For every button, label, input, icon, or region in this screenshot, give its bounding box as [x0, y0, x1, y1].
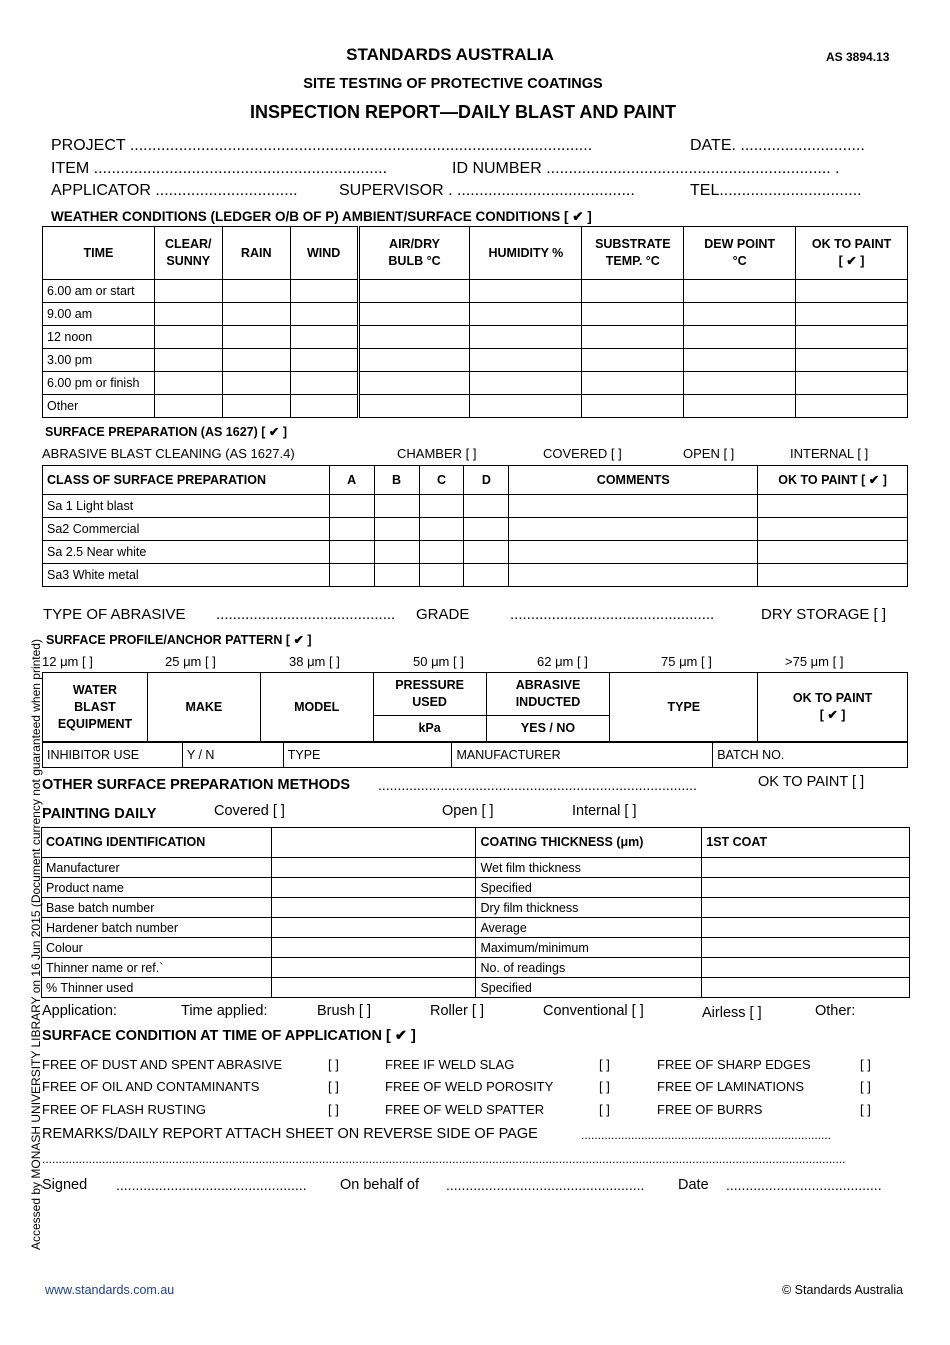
- weather-cell[interactable]: [222, 395, 290, 418]
- prep-cell[interactable]: [329, 495, 374, 518]
- weather-cell[interactable]: [470, 349, 582, 372]
- condition-checkbox[interactable]: [ ]: [328, 1079, 339, 1094]
- surface-condition-heading: SURFACE CONDITION AT TIME OF APPLICATION [ ✔ ]: [42, 1028, 416, 1044]
- thickness-value[interactable]: [702, 858, 910, 878]
- other-methods-label: OTHER SURFACE PREPARATION METHODS: [42, 777, 351, 793]
- coating-id-value[interactable]: [271, 858, 476, 878]
- prep-row: [43, 518, 908, 541]
- prep-row: [43, 541, 908, 564]
- coating-id-label: Colour: [42, 938, 272, 958]
- thickness-label: No. of readings: [476, 958, 702, 978]
- profile-option-checkbox[interactable]: 62 μm [ ]: [537, 654, 588, 669]
- weather-row: [43, 303, 908, 326]
- profile-option-checkbox[interactable]: >75 μm [ ]: [785, 654, 844, 669]
- prep-cell[interactable]: [509, 564, 758, 587]
- prep-cell[interactable]: [509, 518, 758, 541]
- weather-cell[interactable]: [290, 326, 358, 349]
- weather-col-header: SUBSTRATE TEMP. °C: [582, 227, 684, 280]
- prep-row: [43, 564, 908, 587]
- weather-cell[interactable]: [470, 372, 582, 395]
- weather-time-label: 3.00 pm: [43, 349, 155, 372]
- thickness-value[interactable]: [702, 918, 910, 938]
- coating-id-blank: [271, 828, 476, 858]
- painting-row: [42, 858, 910, 878]
- weather-cell[interactable]: [470, 280, 582, 303]
- covered-checkbox[interactable]: COVERED [ ]: [543, 446, 622, 461]
- on-behalf-label: On behalf of: [340, 1177, 419, 1193]
- signoff-date-field[interactable]: ........................................: [726, 1177, 882, 1193]
- time-applied-field[interactable]: Time applied:: [181, 1003, 268, 1019]
- weather-cell[interactable]: [684, 280, 796, 303]
- conventional-checkbox[interactable]: Conventional [ ]: [543, 1003, 644, 1019]
- condition-checkbox[interactable]: [ ]: [860, 1079, 871, 1094]
- prep-cell[interactable]: [758, 541, 908, 564]
- weather-cell[interactable]: [582, 395, 684, 418]
- weather-cell[interactable]: [154, 372, 222, 395]
- dry-storage-checkbox[interactable]: DRY STORAGE [ ]: [761, 606, 887, 623]
- remarks-line-1[interactable]: ...........................................................................: [581, 1128, 832, 1142]
- condition-checkbox[interactable]: [ ]: [860, 1102, 871, 1117]
- coating-identification-header: COATING IDENTIFICATION: [42, 828, 272, 858]
- internal-checkbox[interactable]: INTERNAL [ ]: [790, 446, 869, 461]
- weather-row: [43, 395, 908, 418]
- prep-cell[interactable]: [419, 518, 464, 541]
- weather-cell[interactable]: [470, 303, 582, 326]
- standards-website-link[interactable]: www.standards.com.au: [45, 1283, 175, 1297]
- weather-cell[interactable]: [358, 280, 470, 303]
- weather-time-label: 6.00 am or start: [43, 280, 155, 303]
- roller-checkbox[interactable]: Roller [ ]: [430, 1003, 484, 1019]
- prep-cell[interactable]: [464, 495, 509, 518]
- weather-cell[interactable]: [796, 349, 908, 372]
- weather-col-header: DEW POINT °C: [684, 227, 796, 280]
- blast-cleaning-label: ABRASIVE BLAST CLEANING (AS 1627.4): [42, 446, 295, 461]
- equipment-ok-header: OK TO PAINT [ ✔ ]: [758, 673, 908, 742]
- prep-class-label: Sa 2.5 Near white: [43, 541, 330, 564]
- item-field[interactable]: ITEM ..................................................................: [51, 160, 388, 177]
- weather-heading: WEATHER CONDITIONS (LEDGER O/B OF P) AMBIENT/SURFACE CONDITIONS [ ✔ ]: [51, 209, 592, 224]
- weather-cell[interactable]: [470, 326, 582, 349]
- prep-col-header: C: [419, 466, 464, 495]
- prep-cell[interactable]: [419, 495, 464, 518]
- profile-option-checkbox[interactable]: 38 μm [ ]: [289, 654, 340, 669]
- weather-cell[interactable]: [358, 395, 470, 418]
- copyright: © Standards Australia: [782, 1283, 904, 1297]
- painting-row: [42, 958, 910, 978]
- weather-cell[interactable]: [582, 280, 684, 303]
- coating-id-label: % Thinner used: [42, 978, 272, 998]
- prep-cell[interactable]: [374, 564, 419, 587]
- weather-cell[interactable]: [582, 372, 684, 395]
- model-header: MODEL: [260, 673, 373, 742]
- weather-cell[interactable]: [684, 395, 796, 418]
- equipment-table: [42, 672, 908, 742]
- thickness-label: Specified: [476, 978, 702, 998]
- prep-col-header: D: [464, 466, 509, 495]
- prep-class-label: Sa2 Commercial: [43, 518, 330, 541]
- weather-cell[interactable]: [582, 303, 684, 326]
- profile-option-checkbox[interactable]: 12 μm [ ]: [42, 654, 93, 669]
- condition-checkbox[interactable]: [ ]: [599, 1057, 610, 1072]
- weather-time-label: 6.00 pm or finish: [43, 372, 155, 395]
- inhibitor-yn[interactable]: Y / N: [182, 743, 283, 768]
- weather-cell[interactable]: [796, 326, 908, 349]
- grade-label: GRADE: [416, 606, 470, 623]
- condition-label: FREE OF WELD POROSITY: [385, 1079, 554, 1094]
- thickness-value[interactable]: [702, 878, 910, 898]
- weather-cell[interactable]: [290, 372, 358, 395]
- coating-id-value[interactable]: [271, 878, 476, 898]
- profile-option-checkbox[interactable]: 75 μm [ ]: [661, 654, 712, 669]
- weather-cell[interactable]: [796, 395, 908, 418]
- thickness-value[interactable]: [702, 958, 910, 978]
- applicator-field[interactable]: APPLICATOR ................................: [51, 182, 298, 199]
- date-field[interactable]: DATE. ............................: [690, 137, 865, 154]
- weather-row: [43, 280, 908, 303]
- weather-cell[interactable]: [290, 349, 358, 372]
- prep-cell[interactable]: [464, 541, 509, 564]
- subtitle: SITE TESTING OF PROTECTIVE COATINGS: [303, 76, 603, 92]
- condition-checkbox[interactable]: [ ]: [599, 1079, 610, 1094]
- prep-col-header: A: [329, 466, 374, 495]
- condition-checkbox[interactable]: [ ]: [860, 1057, 871, 1072]
- weather-cell[interactable]: [222, 326, 290, 349]
- thickness-label: Dry film thickness: [476, 898, 702, 918]
- open-checkbox[interactable]: OPEN [ ]: [683, 446, 735, 461]
- brush-checkbox[interactable]: Brush [ ]: [317, 1003, 371, 1019]
- remarks-line-2[interactable]: .................................................................................................................................................................................................................................................: [42, 1152, 846, 1166]
- condition-checkbox[interactable]: [ ]: [328, 1102, 339, 1117]
- inhibitor-manufacturer[interactable]: MANUFACTURER: [452, 743, 713, 768]
- prep-cell[interactable]: [374, 541, 419, 564]
- weather-row: [43, 349, 908, 372]
- kpa-header: kPa: [373, 716, 486, 742]
- application-label: Application:: [42, 1003, 117, 1019]
- painting-heading: PAINTING DAILY: [42, 806, 157, 822]
- prep-col-header: OK TO PAINT [ ✔ ]: [758, 466, 908, 495]
- weather-row: [43, 372, 908, 395]
- coating-id-label: Hardener batch number: [42, 918, 272, 938]
- make-header: MAKE: [147, 673, 260, 742]
- thickness-label: Average: [476, 918, 702, 938]
- airless-checkbox[interactable]: Airless [ ]: [702, 1005, 762, 1021]
- type-header: TYPE: [610, 673, 758, 742]
- grade-field[interactable]: .................................................: [510, 606, 715, 623]
- prep-cell[interactable]: [509, 541, 758, 564]
- abrasive-type-label: TYPE OF ABRASIVE: [43, 606, 186, 623]
- coating-id-label: Thinner name or ref.`: [42, 958, 272, 978]
- supervisor-field[interactable]: SUPERVISOR . ........................................: [339, 182, 635, 199]
- thickness-label: Wet film thickness: [476, 858, 702, 878]
- prep-cell[interactable]: [419, 541, 464, 564]
- profile-heading: SURFACE PROFILE/ANCHOR PATTERN [ ✔ ]: [46, 633, 312, 647]
- prep-cell[interactable]: [374, 495, 419, 518]
- project-field[interactable]: PROJECT ........................................................................................................: [51, 137, 593, 154]
- coating-id-label: Manufacturer: [42, 858, 272, 878]
- weather-cell[interactable]: [154, 280, 222, 303]
- prep-cell[interactable]: [329, 541, 374, 564]
- weather-cell[interactable]: [222, 372, 290, 395]
- condition-checkbox[interactable]: [ ]: [599, 1102, 610, 1117]
- thickness-value[interactable]: [702, 938, 910, 958]
- profile-option-checkbox[interactable]: 50 μm [ ]: [413, 654, 464, 669]
- weather-time-label: Other: [43, 395, 155, 418]
- prep-cell[interactable]: [509, 495, 758, 518]
- page-title: INSPECTION REPORT—DAILY BLAST AND PAINT: [249, 102, 677, 122]
- yes-no-header: YES / NO: [486, 716, 610, 742]
- prep-col-header: CLASS OF SURFACE PREPARATION: [43, 466, 330, 495]
- prep-cell[interactable]: [464, 518, 509, 541]
- coating-id-label: Base batch number: [42, 898, 272, 918]
- prep-cell[interactable]: [329, 564, 374, 587]
- weather-cell[interactable]: [222, 303, 290, 326]
- condition-label: FREE OF WELD SPATTER: [385, 1102, 545, 1117]
- abrasive-type-field[interactable]: ...........................................: [216, 606, 396, 623]
- weather-row: [43, 326, 908, 349]
- prep-col-header: COMMENTS: [509, 466, 758, 495]
- prep-cell[interactable]: [419, 564, 464, 587]
- weather-cell[interactable]: [154, 303, 222, 326]
- weather-cell[interactable]: [796, 280, 908, 303]
- inhibitor-type[interactable]: TYPE: [283, 743, 452, 768]
- condition-label: FREE OF FLASH RUSTING: [42, 1102, 206, 1117]
- water-blast-header: WATER BLAST EQUIPMENT: [43, 673, 148, 742]
- thickness-value[interactable]: [702, 898, 910, 918]
- thickness-label: Maximum/minimum: [476, 938, 702, 958]
- painting-row: [42, 938, 910, 958]
- painting-row: [42, 878, 910, 898]
- weather-cell[interactable]: [684, 303, 796, 326]
- condition-label: FREE OF SHARP EDGES: [657, 1057, 811, 1072]
- painting-row: [42, 918, 910, 938]
- coating-id-label: Product name: [42, 878, 272, 898]
- weather-cell[interactable]: [684, 372, 796, 395]
- signed-field[interactable]: .................................................: [116, 1177, 307, 1193]
- painting-open-checkbox[interactable]: Open [ ]: [442, 803, 494, 819]
- weather-col-header: WIND: [290, 227, 358, 280]
- other-methods-field[interactable]: ..................................................................................: [378, 777, 697, 793]
- org-name: STANDARDS AUSTRALIA: [346, 45, 554, 64]
- weather-cell[interactable]: [154, 349, 222, 372]
- coating-id-value[interactable]: [271, 918, 476, 938]
- weather-cell[interactable]: [358, 326, 470, 349]
- coating-id-value[interactable]: [271, 898, 476, 918]
- inhibitor-batch[interactable]: BATCH NO.: [713, 743, 908, 768]
- access-notice: Accessed by MONASH UNIVERSITY LIBRARY on 16 Jun 2015 (Document currency not guaranteed when printed): [29, 639, 43, 1250]
- surface-prep-table: [42, 465, 908, 587]
- other-method-field[interactable]: Other:: [815, 1003, 856, 1019]
- weather-cell[interactable]: [154, 326, 222, 349]
- prep-cell[interactable]: [374, 518, 419, 541]
- condition-label: FREE OF OIL AND CONTAMINANTS: [42, 1079, 260, 1094]
- prep-cell[interactable]: [758, 518, 908, 541]
- weather-cell[interactable]: [222, 280, 290, 303]
- weather-col-header: CLEAR/ SUNNY: [154, 227, 222, 280]
- weather-cell[interactable]: [290, 303, 358, 326]
- remarks-label: REMARKS/DAILY REPORT ATTACH SHEET ON REVERSE SIDE OF PAGE: [42, 1126, 538, 1142]
- coating-thickness-header: COATING THICKNESS (μm): [476, 828, 702, 858]
- painting-row: [42, 978, 910, 998]
- weather-cell[interactable]: [290, 395, 358, 418]
- weather-col-header: AIR/DRY BULB °C: [358, 227, 470, 280]
- weather-cell[interactable]: [684, 326, 796, 349]
- thickness-value[interactable]: [702, 978, 910, 998]
- weather-col-header: OK TO PAINT [ ✔ ]: [796, 227, 908, 280]
- weather-col-header: RAIN: [222, 227, 290, 280]
- condition-checkbox[interactable]: [ ]: [328, 1057, 339, 1072]
- weather-time-label: 12 noon: [43, 326, 155, 349]
- weather-cell[interactable]: [358, 372, 470, 395]
- weather-cell[interactable]: [358, 349, 470, 372]
- inhibitor-use-label: INHIBITOR USE: [43, 743, 183, 768]
- other-methods-ok-checkbox[interactable]: OK TO PAINT [ ]: [758, 774, 865, 790]
- weather-cell[interactable]: [222, 349, 290, 372]
- prep-cell[interactable]: [464, 564, 509, 587]
- first-coat-header: 1ST COAT: [702, 828, 910, 858]
- on-behalf-field[interactable]: ...................................................: [446, 1177, 645, 1193]
- abrasive-inducted-header: ABRASIVE INDUCTED: [486, 673, 610, 716]
- prep-cell[interactable]: [758, 495, 908, 518]
- weather-col-header: TIME: [43, 227, 155, 280]
- painting-table: [41, 827, 910, 998]
- weather-cell[interactable]: [290, 280, 358, 303]
- weather-time-label: 9.00 am: [43, 303, 155, 326]
- tel-field[interactable]: TEL................................: [690, 182, 862, 199]
- weather-cell[interactable]: [796, 303, 908, 326]
- coating-id-value[interactable]: [271, 958, 476, 978]
- prep-class-label: Sa3 White metal: [43, 564, 330, 587]
- coating-id-value[interactable]: [271, 978, 476, 998]
- painting-covered-checkbox[interactable]: Covered [ ]: [214, 803, 285, 819]
- surface-prep-heading: SURFACE PREPARATION (AS 1627) [ ✔ ]: [45, 425, 287, 439]
- weather-table: [42, 226, 908, 418]
- weather-cell[interactable]: [796, 372, 908, 395]
- condition-label: FREE OF BURRS: [657, 1102, 763, 1117]
- id-number-field[interactable]: ID NUMBER ................................................................ .: [452, 160, 840, 177]
- weather-cell[interactable]: [358, 303, 470, 326]
- condition-label: FREE OF DUST AND SPENT ABRASIVE: [42, 1057, 283, 1072]
- painting-internal-checkbox[interactable]: Internal [ ]: [572, 803, 637, 819]
- weather-col-header: HUMIDITY %: [470, 227, 582, 280]
- prep-cell[interactable]: [758, 564, 908, 587]
- prep-class-label: Sa 1 Light blast: [43, 495, 330, 518]
- document-code: AS 3894.13: [826, 50, 890, 64]
- weather-cell[interactable]: [470, 395, 582, 418]
- prep-row: [43, 495, 908, 518]
- coating-id-value[interactable]: [271, 938, 476, 958]
- weather-cell[interactable]: [684, 349, 796, 372]
- condition-label: FREE IF WELD SLAG: [385, 1057, 515, 1072]
- signoff-date-label: Date: [678, 1177, 709, 1193]
- weather-cell[interactable]: [582, 326, 684, 349]
- weather-cell[interactable]: [154, 395, 222, 418]
- inhibitor-table: [42, 742, 908, 768]
- pressure-header: PRESSURE USED: [373, 673, 486, 716]
- profile-option-checkbox[interactable]: 25 μm [ ]: [165, 654, 216, 669]
- weather-cell[interactable]: [582, 349, 684, 372]
- signed-label: Signed: [42, 1177, 88, 1193]
- thickness-label: Specified: [476, 878, 702, 898]
- prep-col-header: B: [374, 466, 419, 495]
- condition-label: FREE OF LAMINATIONS: [657, 1079, 805, 1094]
- chamber-checkbox[interactable]: CHAMBER [ ]: [397, 446, 477, 461]
- prep-cell[interactable]: [329, 518, 374, 541]
- painting-row: [42, 898, 910, 918]
